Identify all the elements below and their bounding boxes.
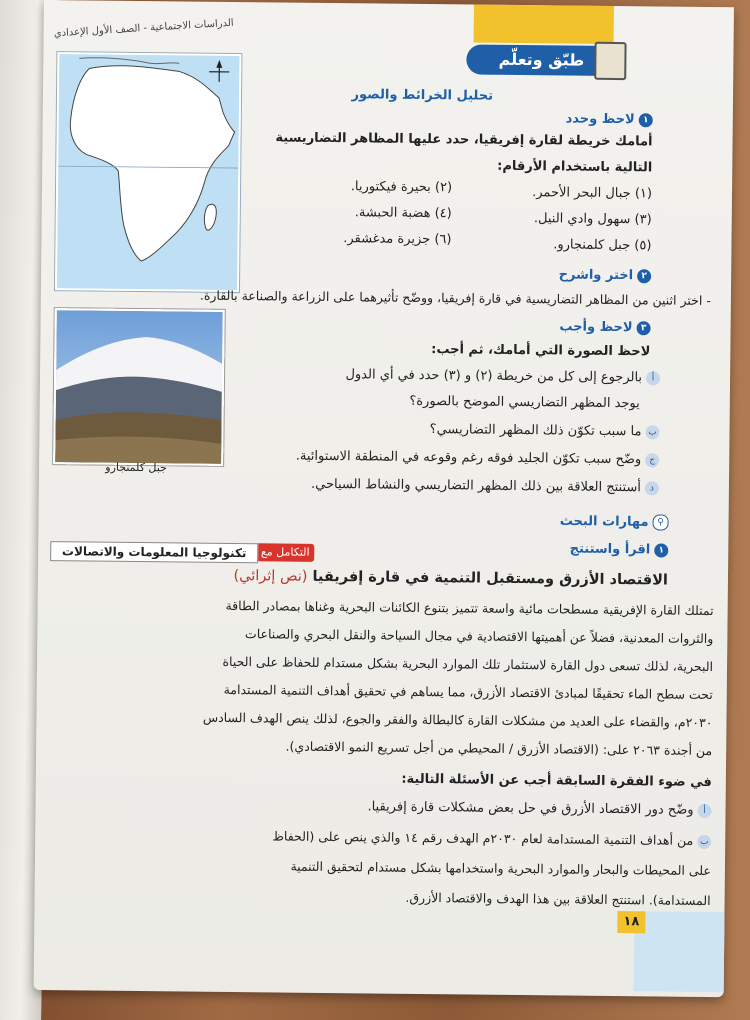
corner-decoration [634,911,734,992]
subsection-heading: تحليل الخرائط والصور [351,87,494,104]
activity1-intro-2: التالية باستخدام الأرقام: [497,158,653,176]
list-item: (٦) جزيرة مدغشقر. [343,231,452,248]
activity1-heading: ١لاحظ وحدد [566,111,653,127]
list-item: (١) جبال البحر الأحمر. [532,185,653,202]
activity3-question-c: جوضّح سبب تكوّن الجليد فوقه رغم وقوعه في المنطقة الاستوائية. [296,449,660,468]
activity3-intro: لاحظ الصورة التي أمامك، ثم أجب: [431,342,651,360]
list-item: (٢) بحيرة فيكتوريا. [350,179,453,196]
notebook-icon [594,42,626,80]
list-item: (٥) جبل كلمنجارو. [553,237,652,254]
step-badge-4: ١ [654,543,668,557]
research-question-b-cont: المستدامة). استنتج العلاقة بين هذا الهدف والاقتصاد الأزرق. [405,889,711,909]
list-item: (٤) هضبة الحبشة. [354,205,452,222]
textbook-page [34,0,734,997]
paragraph-line: تحت سطح الماء تحقيقًا لمبادئ الاقتصاد الأزرق، مما يساهم في تحقيق أهداف التنمية المستدامة [223,681,713,703]
paragraph-line: ٢٠٣٠م، والقضاء على العديد من مشكلات القارة كالبطالة والفقر والجوع، لذلك ينص الهدف السادس [202,709,713,731]
africa-map [55,52,241,292]
questions-prompt: في ضوء الفقرة السابقة أجب عن الأسئلة التالية: [401,771,712,791]
integration-subject: تكنولوجيا المعلومات والاتصالات [50,541,258,563]
kilimanjaro-photo [53,308,225,466]
section-title: طبّق وتعلّم [498,49,585,70]
activity3-question-a: أبالرجوع إلى كل من خريطة (٢) و (٣) حدد في أي الدول [345,367,660,385]
mountain-image [55,310,223,464]
yellow-tab [474,5,614,44]
research-subheading: ١اقرأ واستنتج [570,542,669,558]
africa-map-drawing [57,54,239,290]
paragraph-line: تمتلك القارة الإفريقية مسطحات مائية واسعة تتميز بتنوع الكائنات البحرية وغناها بمصادر الطاقة [225,597,714,619]
activity3-question-a-cont: يوجد المظهر التضاريسي الموضح بالصورة؟ [409,393,640,412]
research-question-a: أوضّح دور الاقتصاد الأزرق في حل بعض مشكلات قارة إفريقيا. [367,799,711,818]
step-badge-3: ٣ [637,321,651,335]
research-question-b-cont: على المحيطات والبحار والموارد البحرية واستخدامها بشكل مستدام لتحقيق التنمية [290,858,711,879]
research-heading: ⚲مهارات البحث [560,513,669,530]
step-badge-2: ٢ [637,269,651,283]
paragraph-line: البحرية، لذلك تسعى دول القارة لاستثمار تلك الموارد البحرية بشكل مستدام للحفاظ على الحياة [222,653,714,675]
list-item: (٣) سهول وادي النيل. [533,211,652,228]
page-number: ١٨ [617,911,645,933]
activity2-text: - اختر اثنين من المظاهر التضاريسية في قارة إفريقيا، ووضّح تأثيرهما على الزراعة والصناعة بالقارة. [199,287,711,308]
photo-caption: جبل كلمنجارو [105,460,167,475]
research-question-b: بمن أهداف التنمية المستدامة لعام ٢٠٣٠م الهدف رقم ١٤ والذي ينص على (الحفاظ [272,828,711,848]
integration-label: التكامل مع [256,543,314,562]
paragraph-line: والثروات المعدنية، فضلاً عن أهميتها الاقتصادية في مجال السياحة والنقل البحري والصناعات [244,626,714,647]
activity3-question-d: دأستنتج العلاقة بين ذلك المظهر التضاريسي والنشاط السياحي. [311,477,659,496]
activity1-intro-1: أمامك خريطة لقارة إفريقيا، حدد عليها المظاهر التضاريسية [275,130,653,150]
paragraph-line: من أجندة ٢٠٦٣ على: (الاقتصاد الأزرق / المحيطي من أجل تسريع النمو الاقتصادي). [285,738,713,759]
step-badge-1: ١ [639,113,653,127]
activity3-heading: ٣لاحظ وأجب [559,319,650,335]
running-header: الدراسات الاجتماعية - الصف الأول الإعدادي [53,17,234,40]
search-icon: ⚲ [652,514,668,530]
activity2-heading: ٢اختر واشرح [559,267,652,283]
article-title: الاقتصاد الأزرق ومستقبل التنمية في قارة إفريقيا (نص إثرائي) [233,568,669,589]
section-title-pill [466,44,616,76]
activity3-question-b: بما سبب تكوّن ذلك المظهر التضاريسي؟ [430,422,660,439]
